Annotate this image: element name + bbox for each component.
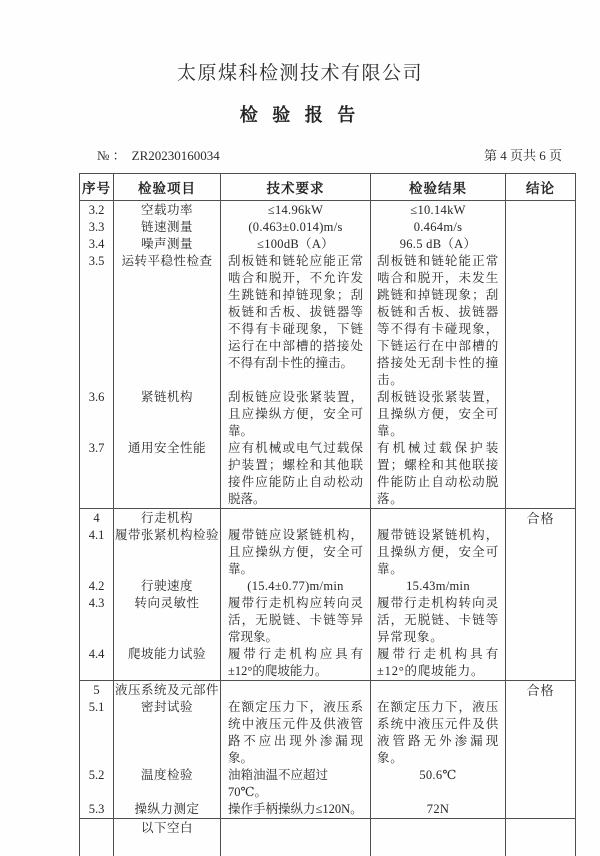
- row-item-name: 空载功率: [114, 201, 221, 220]
- table-row: [80, 253, 576, 389]
- row-item-name: 爬坡能力试验: [114, 646, 221, 681]
- report-title: 检 验 报 告: [239, 105, 361, 125]
- row-no: 3.6: [88, 390, 105, 404]
- row-no: 3.5: [88, 254, 105, 268]
- row-item-name: 转向灵敏性: [114, 595, 221, 646]
- row-no: 3.2: [88, 203, 105, 217]
- row-no: 3.3: [88, 220, 105, 234]
- row-requirement: ≤100dB（A）: [221, 236, 371, 253]
- table-row: [80, 819, 576, 856]
- row-requirement: 油箱油温不应超过 70℃。: [221, 767, 371, 801]
- table-section-3: [80, 681, 576, 819]
- page-indicator: 第 4 页共 6 页: [483, 148, 562, 163]
- row-item-name: 行驶速度: [114, 578, 221, 595]
- row-no: 3.4: [88, 237, 105, 251]
- row-result: 履带行走机构具有±12°的爬坡能力。: [371, 646, 506, 681]
- row-result: ≤10.14kW: [371, 201, 506, 220]
- row-item-name: 操纵力测定: [114, 801, 221, 819]
- table-row: [80, 236, 576, 253]
- inspection-table: [79, 173, 576, 856]
- conclusion-cell: [506, 201, 576, 509]
- row-requirement: [221, 681, 371, 700]
- conclusion-cell: 合格: [506, 509, 576, 681]
- row-result: 0.464m/s: [371, 219, 506, 236]
- row-requirement: 刮板链应设张紧装置，且应操纵方便，安全可靠。: [221, 389, 371, 440]
- row-result: 72N: [371, 801, 506, 819]
- column-header-4: 检验结果: [371, 174, 506, 201]
- row-item-name: 行走机构: [114, 509, 221, 528]
- row-result: 履带行走机构转向灵活，无脱链、卡链等异常现象。: [371, 595, 506, 646]
- report-number-value: ZR20230160034: [131, 148, 220, 163]
- row-item-name: 温度检验: [114, 767, 221, 801]
- table-row: [80, 767, 576, 801]
- table-row: [80, 595, 576, 646]
- row-item-name: 密封试验: [114, 699, 221, 767]
- row-requirement: 履带链应设紧链机构，且应操纵方便，安全可靠。: [221, 527, 371, 578]
- conclusion-cell: [506, 819, 576, 856]
- row-item-name: 通用安全性能: [114, 440, 221, 509]
- table-row: [80, 219, 576, 236]
- row-result: 刮板链和链轮能正常啮合和脱开，未发生跳链和掉链现象；刮板链和舌板、拔链器等不得有卡碰现象，下链运行在中部槽的搭接处无刮卡性的撞击。: [371, 253, 506, 389]
- report-number: [97, 145, 220, 164]
- row-result: 50.6℃: [371, 767, 506, 801]
- row-no: 5.3: [88, 802, 105, 816]
- table-row: [80, 201, 576, 220]
- row-requirement: 操作手柄操纵力≤120N。: [221, 801, 371, 819]
- row-result: 有机械过载保护装置；螺栓和其他联接件能防止自动松动脱落。: [371, 440, 506, 509]
- row-requirement: [221, 819, 371, 856]
- table-row: [80, 646, 576, 681]
- conclusion-cell: 合格: [506, 681, 576, 819]
- row-no: 4.3: [88, 596, 105, 610]
- table-row: [80, 699, 576, 767]
- row-no: 5.1: [88, 700, 105, 714]
- table-row: [80, 681, 576, 700]
- row-requirement: 履带行走机构应转向灵活，无脱链、卡链等异常现象。: [221, 595, 371, 646]
- table-row: [80, 578, 576, 595]
- row-result: 在额定压力下，液压系统中液压元件及供液管路无外渗漏现象。: [371, 699, 506, 767]
- row-item-name: 噪声测量: [114, 236, 221, 253]
- table-section-4: [80, 819, 576, 856]
- row-result: 15.43m/min: [371, 578, 506, 595]
- row-requirement: [221, 509, 371, 528]
- row-result: [371, 819, 506, 856]
- report-number-label: № ：: [97, 148, 126, 163]
- row-item-name: 运转平稳性检查: [114, 253, 221, 389]
- report-meta: [97, 145, 562, 164]
- row-no: 4.4: [88, 647, 105, 661]
- table-row: [80, 389, 576, 440]
- table-row: [80, 440, 576, 509]
- column-header-2: 检验项目: [114, 174, 221, 201]
- table-row: [80, 527, 576, 578]
- table-header: [80, 174, 576, 201]
- row-requirement: 履带行走机构应具有±12°的爬坡能力。: [221, 646, 371, 681]
- row-item-name: 液压系统及元部件: [114, 681, 221, 700]
- row-no: [80, 819, 114, 856]
- table-section-1: [80, 201, 576, 509]
- row-result: [371, 681, 506, 700]
- row-result: [371, 509, 506, 528]
- row-requirement: ≤14.96kW: [221, 201, 371, 220]
- row-requirement: (15.4±0.77)m/min: [221, 578, 371, 595]
- company-name: 太原煤科检测技术有限公司: [176, 63, 423, 84]
- row-requirement: 应有机械或电气过载保护装置；螺栓和其他联接件应能防止自动松动脱落。: [221, 440, 371, 509]
- row-item-name: 履带张紧机构检验: [114, 527, 221, 578]
- row-result: 履带链设紧链机构，且操纵方便，安全可靠。: [371, 527, 506, 578]
- row-item-name: 紧链机构: [114, 389, 221, 440]
- table-header-row: [80, 174, 576, 201]
- row-result: 96.5 dB（A）: [371, 236, 506, 253]
- column-header-3: 技术要求: [221, 174, 371, 201]
- row-requirement: (0.463±0.014)m/s: [221, 219, 371, 236]
- column-header-1: 序号: [82, 181, 111, 196]
- row-no: 5: [93, 683, 100, 697]
- table-row: [80, 509, 576, 528]
- row-no: 5.2: [88, 768, 105, 782]
- row-no: 4: [93, 511, 100, 525]
- table-section-2: [80, 509, 576, 681]
- row-no: 4.2: [88, 579, 105, 593]
- row-result: 刮板链设张紧装置，且操纵方便，安全可靠。: [371, 389, 506, 440]
- row-item-name: 链速测量: [114, 219, 221, 236]
- table-row: [80, 801, 576, 819]
- column-header-5: 结论: [506, 174, 576, 201]
- row-requirement: 刮板链和链轮应能正常啮合和脱开，不允许发生跳链和掉链现象；刮板链和舌板、拔链器等不得有卡碰现象，下链运行在中部槽的搭接处不得有刮卡性的撞击。: [221, 253, 371, 389]
- row-no: 4.1: [88, 528, 105, 542]
- row-no: 3.7: [88, 441, 105, 455]
- row-requirement: 在额定压力下，液压系统中液压元件及供液管路不应出现外渗漏现象。: [221, 699, 371, 767]
- row-item-name: 以下空白: [114, 819, 221, 856]
